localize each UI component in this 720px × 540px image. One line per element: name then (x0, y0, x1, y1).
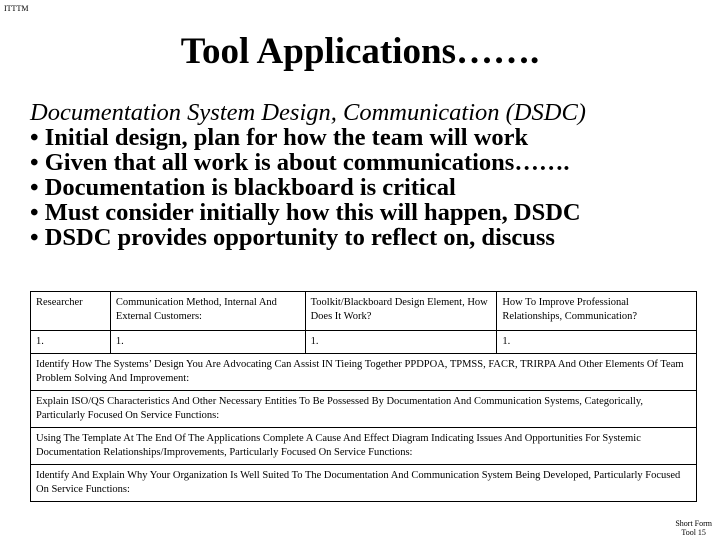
subtitle: Documentation System Design, Communication (DSDC) (30, 99, 586, 126)
table-cell[interactable]: 1. (31, 331, 111, 354)
header-cell: Researcher (31, 292, 111, 331)
worksheet-table (30, 291, 697, 502)
prompt-row (31, 465, 697, 502)
footer-label (675, 519, 712, 537)
table-cell[interactable]: 1. (497, 331, 697, 354)
prompt-cell[interactable]: Identify And Explain Why Your Organization Is Well Suited To The Documentation And Communication System Being Developed, Particularly Focused On Service Functions: (31, 465, 697, 502)
header-cell: Communication Method, Internal And External Customers: (110, 292, 305, 331)
bullet: • Documentation is blackboard is critical (30, 174, 456, 201)
footer-line: Short Form (675, 519, 712, 528)
footer-line: Tool 15 (681, 528, 706, 537)
bullet: • Must consider initially how this will happen, DSDC (30, 199, 581, 226)
slide-body (30, 100, 586, 250)
prompt-cell[interactable]: Using The Template At The End Of The Applications Complete A Cause And Effect Diagram Indicating Issues And Opportunities For Systemic Documentation Relationships/Improvements, Particularly Focused On Service Functions: (31, 428, 697, 465)
table-cell[interactable]: 1. (110, 331, 305, 354)
prompt-row (31, 391, 697, 428)
table-cell[interactable]: 1. (305, 331, 497, 354)
bullet: • Given that all work is about communications……. (30, 149, 570, 176)
header-cell: Toolkit/Blackboard Design Element, How Does It Work? (305, 292, 497, 331)
bullet: • DSDC provides opportunity to reflect on, discuss (30, 224, 555, 251)
header-cell: How To Improve Professional Relationships, Communication? (497, 292, 697, 331)
table-row (31, 331, 697, 354)
prompt-cell[interactable]: Explain ISO/QS Characteristics And Other Necessary Entities To Be Possessed By Documentation And Communication Systems, Categorically, Particularly Focused On Service Functions: (31, 391, 697, 428)
table-header-row (31, 292, 697, 331)
prompt-row (31, 428, 697, 465)
slide-title: Tool Applications……. (180, 31, 540, 72)
prompt-row (31, 354, 697, 391)
bullet: • Initial design, plan for how the team will work (30, 124, 529, 151)
prompt-cell[interactable]: Identify How The Systems’ Design You Are Advocating Can Assist IN Tieing Together PPDPOA, TPMSS, FACR, TRIRPA And Other Elements Of Team Problem Solving And Improvement: (31, 354, 697, 391)
header-tag: ITTTM (4, 4, 29, 13)
